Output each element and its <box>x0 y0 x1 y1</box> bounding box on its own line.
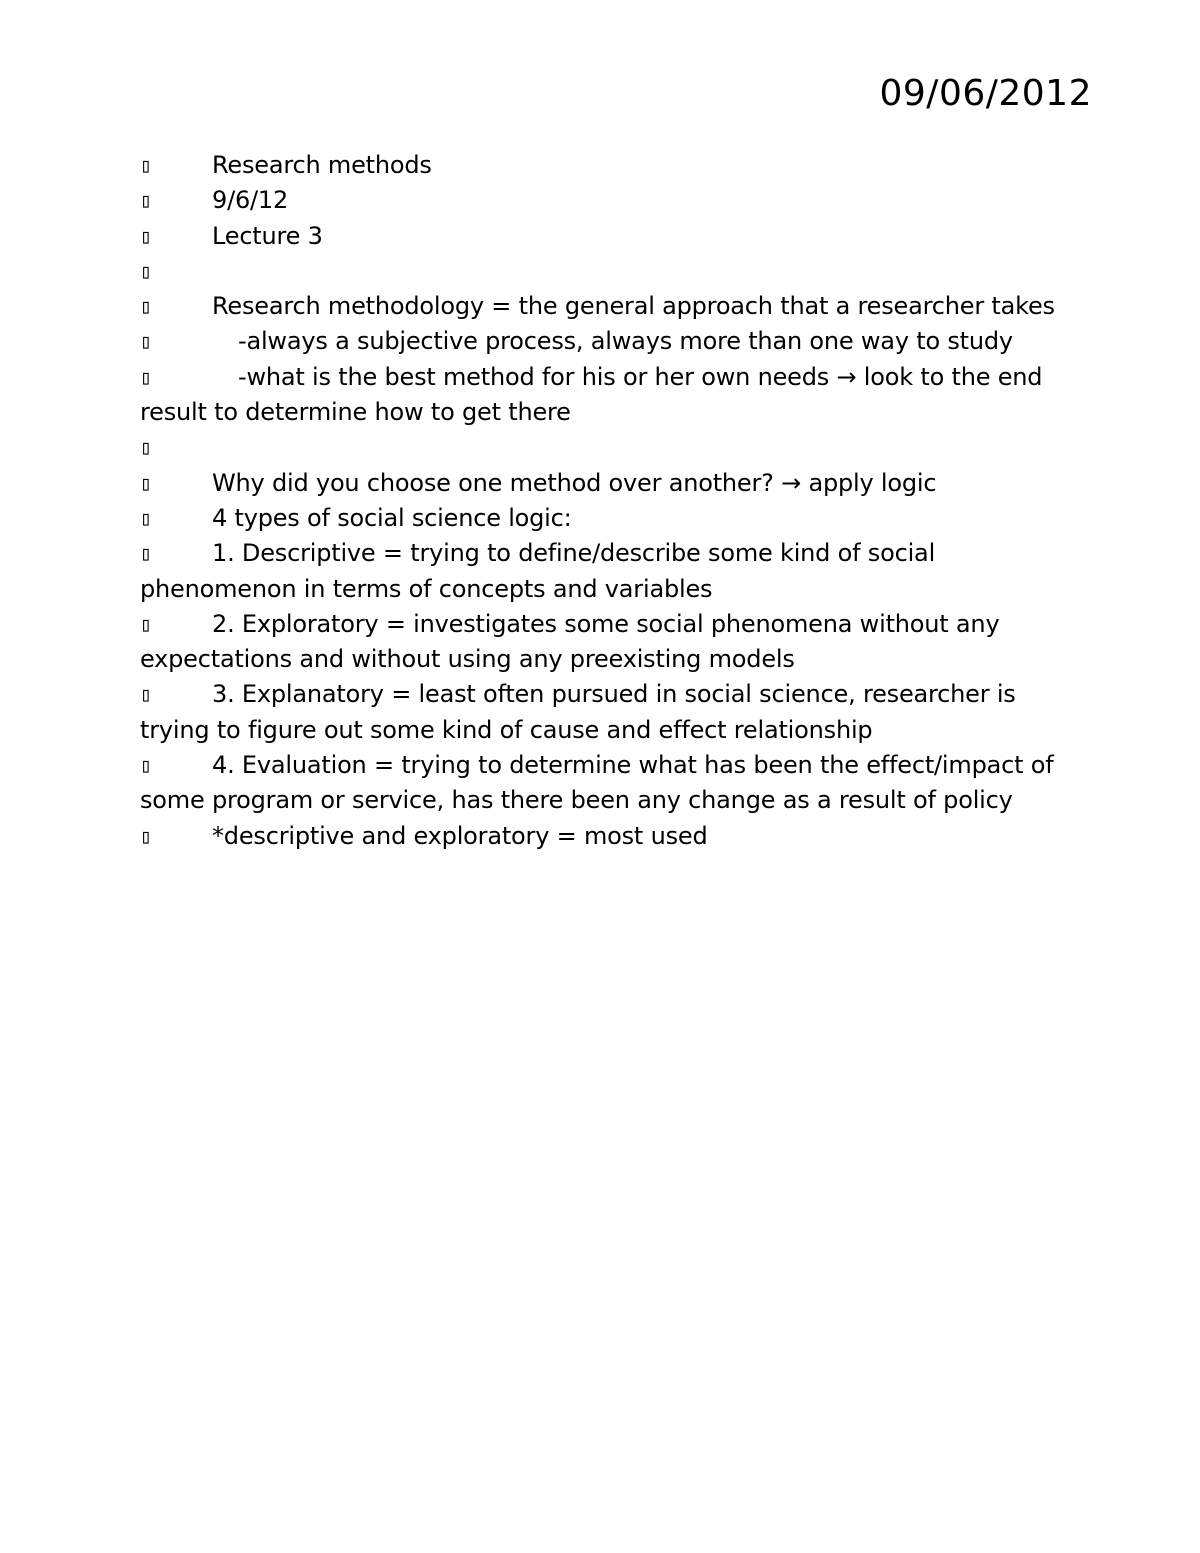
bullet-icon: ▯ <box>140 153 152 177</box>
bullet-icon: ▯ <box>140 541 152 566</box>
bullet-icon: ▯ <box>140 470 152 495</box>
bullet-icon: ▯ <box>140 294 152 319</box>
list-item <box>140 183 1070 218</box>
list-item-text: *descriptive and exploratory = most used <box>212 821 708 850</box>
list-item <box>140 466 1070 501</box>
bullet-icon: ▯ <box>140 364 152 389</box>
bullet-icon: ▯ <box>140 435 152 460</box>
list-item-text: Research methodology = the general approach that a researcher takes <box>212 292 1055 321</box>
list-item <box>140 536 1070 607</box>
bullet-icon: ▯ <box>140 682 152 707</box>
bullet-icon: ▯ <box>140 505 152 530</box>
bullet-icon: ▯ <box>140 329 152 354</box>
list-item <box>140 289 1070 324</box>
list-item-text: 9/6/12 <box>212 186 289 215</box>
bullet-icon: ▯ <box>140 753 152 778</box>
list-item <box>140 677 1070 748</box>
list-item-text: Why did you choose one method over another? → apply logic <box>212 468 937 497</box>
list-item-text: 3. Explanatory = least often pursued in social science, researcher is trying to figure out some kind of cause and effect relationship <box>140 680 1016 744</box>
list-item-text: 1. Descriptive = trying to define/describe some kind of social phenomenon in terms of concepts and variables <box>140 539 936 603</box>
list-item <box>140 748 1070 819</box>
list-item-text: 4. Evaluation = trying to determine what has been the effect/impact of some program or service, has there been any change as a result of policy <box>140 751 1054 815</box>
bullet-icon: ▯ <box>140 611 152 636</box>
list-item <box>140 360 1070 431</box>
list-item <box>140 607 1070 678</box>
list-item-text: 4 types of social science logic: <box>212 503 572 532</box>
bullet-icon: ▯ <box>140 188 152 213</box>
list-item <box>140 324 1070 359</box>
list-item <box>140 254 1070 289</box>
list-item <box>140 148 1070 183</box>
list-item <box>140 219 1070 254</box>
list-item-text: Research methods <box>212 151 432 179</box>
list-item-text: 2. Exploratory = investigates some social phenomena without any expectations and without using any preexisting models <box>140 609 1000 674</box>
list-item-text: -what is the best method for his or her own needs → look to the end result to determine how to get there <box>140 362 1043 427</box>
bullet-icon: ▯ <box>140 258 152 283</box>
notes-list <box>140 148 1070 854</box>
list-item-text: -always a subjective process, always more than one way to study <box>238 327 1013 356</box>
list-item-text: Lecture 3 <box>212 221 323 250</box>
page-date: 09/06/2012 <box>879 73 1092 114</box>
bullet-icon: ▯ <box>140 823 152 848</box>
list-item <box>140 430 1070 465</box>
bullet-icon: ▯ <box>140 223 152 248</box>
list-item <box>140 819 1070 854</box>
list-item <box>140 501 1070 536</box>
